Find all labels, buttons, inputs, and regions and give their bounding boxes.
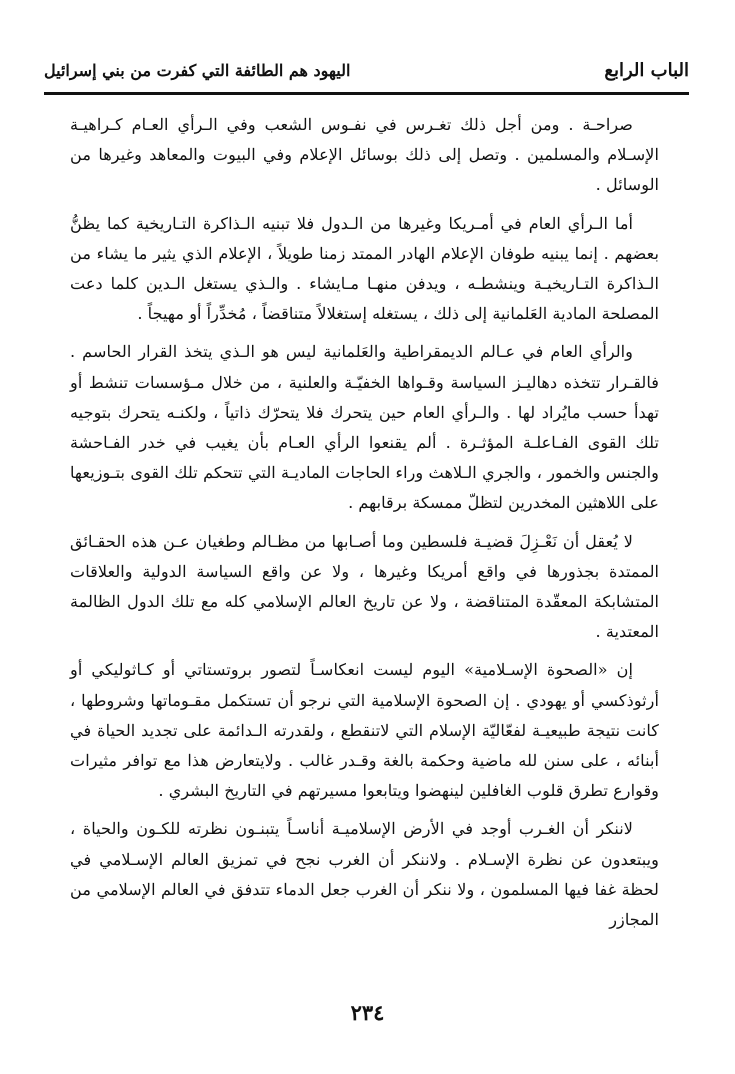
paragraph: لا يُعقل أن نَعْـزِلَ قضيـة فلسطين وما أصـابها من مظـالم وطغيان عـن هذه الحقـائق الممتدة بجذورها في واقع أمريكا وغيرها ، ولا عن واقع السياسة الدولية والعلاقات المتشابكة المعقّدة المتناقضة ، ولا عن تاريخ العالم الإسلامي كله مع تلك الدول الظالمة المعتدية . (70, 531, 659, 642)
chapter-title: الباب الرابع (604, 59, 689, 81)
paragraph: والرأي العام في عـالم الديمقراطية والعَلمانية ليس هو الـذي يتخذ القرار الحاسم . فالقـرار تتخذه دهاليـز السياسة وقـواها الخفيّـة والعلنية ، من خلال مـؤسسات تنشط أو تهدأ حسب مايُراد لها . والـرأي العام حين يتحرك فلا يتحرّك ذاتياً ، ولكنـه يتحرك بتوجيه تلك القوى الفـاعلـة المؤثـرة . ألم يقنعوا الرأي العـام بأن يغيب في خدر الفـاحشة والجنس والخمور ، والجري الـلاهث وراء الحاجات الماديـة التي تتحكم تلك القوى بتـوزيعها على اللاهثين المخدرين لتظلّ ممسكة برقابهم . (70, 342, 659, 513)
running-header (44, 48, 689, 94)
text-body (70, 110, 659, 943)
paragraph: إن «الصحوة الإسـلامية» اليوم ليست انعكاسـاً لتصور بروتستاتي أو كـاثوليكي أو أرثوذكسي أو يهودي . إن الصحوة الإسلامية التي نرجو أن تستكمل مقـوماتها وشروطها ، كانت نتيجة طبيعيـة لفعّاليّة الإسلام التي لاتنقطع ، ولقدرته الـدائمة على تجديد الحياة في أبنائه ، على سنن لله ماضية وحكمة بالغة وقـدر غالب . ولايتعارض هذا مع توافر مثيرات وقوارع تطرق قلوب الغافلين لينهضوا ويتابعوا مسيرتهم في التاريخ البشري . (70, 660, 659, 801)
paragraph: لاننكر أن الغـرب أوجد في الأرض الإسلاميـة أناسـاً يتبنـون نظرته للكـون والحياة ، ويبتعدون عن نظرة الإسـلام . ولاننكر أن الغرب نجح في تمزيق العالم الإسـلامي في لحظة غفا فيها المسلمون ، ولا ننكر أن الغرب جعل الدماء تتدفق في العالم الإسلامي من المجازر (70, 819, 659, 930)
section-subtitle: اليهود هم الطائفة التي كفرت من بني إسرائيل (44, 60, 351, 80)
page-number: ٢٣٤ (350, 1000, 385, 1025)
header-rule (44, 94, 689, 95)
paragraph: صراحـة . ومن أجل ذلك تغـرس في نفـوس الشعب وفي الـرأي العـام كـراهيـة الإسـلام والمسلمين . وتصل إلى ذلك بوسائل الإعلام وفي البيوت والمعاهد وغيرها من الوسائل . (70, 115, 659, 195)
paragraph: أما الـرأي العام في أمـريكا وغيرها من الـدول فلا تبنيه الـذاكرة التـاريخية كما يظنُّ بعضهم . إنما يبنيه طوفان الإعلام الهادر الممتد زمنا طويلاً ، الإعلام الذي يثير ما يشاء من الـذاكرة التـاريخيـة وينشطـه ، ويدفن منهـا مـايشاء . والـذي يستغل الـدين كلما دعت المصلحة المادية العَلمانية إلى ذلك ، يستغله إستغلالاً متناقضاً ، مُخدِّراً أو مهيجاً . (70, 213, 659, 324)
